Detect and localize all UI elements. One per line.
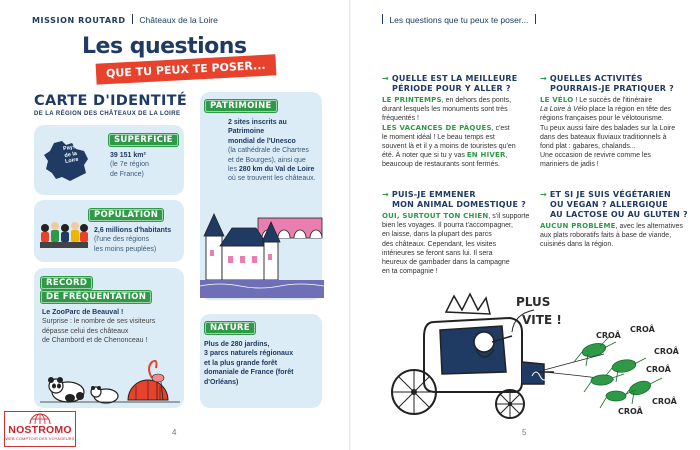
answer-activities [540, 96, 694, 170]
record-text [42, 308, 182, 346]
patrimoine-tag: PATRIMOINE [204, 99, 278, 113]
answer-line: Tu peux aussi faire des balades sur la Loire [540, 124, 676, 132]
croak-text: CROÂ [596, 331, 621, 340]
answer-line: dans des bateaux fluviaux traditionnels à [540, 133, 667, 141]
carriage-frogs-illustration [384, 292, 684, 422]
answer-line: aux plats roboratifs faits à base de viande, [540, 232, 672, 240]
zoo-animals-illustration [40, 352, 180, 406]
superficie-line: de France) [110, 170, 144, 178]
answer-line: souvent là et il y a moins de touristes qu'en [382, 143, 516, 151]
answer-line [382, 212, 536, 221]
question-pets [382, 190, 532, 210]
croak-text: CROÂ [652, 397, 677, 406]
record-bold: Le ZooParc de Beauval ! [42, 309, 124, 316]
patrimoine-line: (la cathédrale de Chartres [228, 147, 309, 155]
answer-text: , c'est [491, 124, 510, 132]
superficie-tag: SUPERFICIE [108, 133, 179, 147]
answer-highlight: LE PRINTEMPS [382, 96, 442, 104]
speech-bubble-line2: VITE ! [522, 313, 562, 327]
answer-line [540, 222, 694, 231]
logo-subtitle: WEB COMPTOIR DES VOYAGEURS [5, 437, 75, 441]
record-tag-line1: RECORD [40, 276, 93, 290]
answer-line: durant lesquels les monuments sont très [382, 106, 508, 114]
identity-card-subtitle: DE LA RÉGION DES CHÂTEAUX DE LA LOIRE [34, 111, 181, 117]
patrimoine-text [228, 118, 320, 184]
answer-line [382, 96, 536, 105]
answer-line: en laisse, dans la plupart des parcs [382, 231, 492, 239]
answer-line [540, 105, 694, 114]
answer-line [382, 151, 536, 160]
answer-line: en ta compagnie ! [382, 268, 438, 276]
header-separator [382, 14, 383, 24]
population-tag: POPULATION [88, 208, 164, 222]
question-title-line [540, 74, 690, 84]
question-title-line: MON ANIMAL DOMESTIQUE ? [392, 200, 526, 209]
question-activities [540, 74, 690, 94]
answer-highlight: EN HIVER [466, 151, 506, 160]
superficie-line: (le 7e région [110, 161, 149, 169]
question-title-line: PÉRIODE POUR Y ALLER ? [392, 84, 511, 93]
map-label-line: Pays [62, 144, 77, 153]
header-separator [535, 14, 536, 24]
record-line: de Chambord et de Chenonceau ! [42, 337, 148, 345]
population-value: 2,6 millions d'habitants [94, 227, 172, 234]
people-icon [38, 218, 90, 252]
answer-text: , avec les alternatives [615, 223, 683, 230]
question-diet [540, 190, 696, 220]
answer-line: fond plat : gabares, chalands... [540, 143, 636, 151]
running-header-left [32, 14, 218, 25]
answer-line: mariniers de jadis ! [540, 161, 599, 169]
question-title-text: QUELLE EST LA MEILLEURE [391, 74, 518, 83]
nature-line: Plus de 280 jardins, [204, 341, 270, 348]
right-page [350, 0, 700, 450]
croak-text: CROÂ [630, 325, 655, 334]
croak-text: CROÂ [618, 407, 643, 416]
answer-line: le moment idéal ! Le beau temps est [382, 133, 495, 141]
chateau-illustration [200, 200, 324, 298]
logo-title: NOSTROMO [8, 424, 72, 436]
answer-line: intérieures se feront sans lui. Il sera [382, 249, 493, 257]
superficie-card [34, 125, 184, 195]
patrimoine-line: où se trouvent les châteaux. [228, 175, 316, 183]
answer-line [382, 124, 536, 133]
answer-line: régions françaises pour le vélotourisme. [540, 115, 664, 123]
patrimoine-line-pre: les [228, 166, 239, 174]
nature-tag: NATURE [204, 321, 256, 335]
nature-line: domaniale de France (forêt [204, 369, 294, 377]
running-title: Les questions que tu peux te poser... [389, 15, 529, 25]
page-title: Les questions [82, 34, 247, 59]
answer-text: ! Le succès de l'itinéraire [573, 97, 653, 104]
answer-line: heureux de gambader dans la campagne [382, 259, 510, 267]
nature-card [200, 314, 322, 408]
record-card [34, 268, 184, 408]
page-number-left: 4 [172, 428, 177, 437]
map-label-line: Loire [64, 156, 79, 166]
patrimoine-bold: mondial de l'Unesco [228, 137, 296, 145]
answer-line: fréquentés ! [382, 115, 419, 123]
answer-line: Une occasion de revivre comme les [540, 152, 651, 160]
superficie-value: 39 151 km² [110, 152, 146, 159]
answer-highlight: OUI, SURTOUT TON CHIEN [382, 212, 489, 220]
series-brand: MISSION ROUTARD [32, 16, 126, 25]
answer-line: des châteaux. Cependant, les visites [382, 240, 497, 248]
answer-text: , s'il supporte [488, 213, 530, 220]
patrimoine-line [228, 165, 320, 174]
question-title-text: PUIS-JE EMMENER [391, 190, 476, 199]
nature-line: 3 parcs naturels régionaux [204, 350, 294, 358]
question-title-text: ET SI JE SUIS VÉGÉTARIEN [549, 190, 671, 199]
croak-text: CROÂ [646, 365, 671, 374]
answer-pets [382, 212, 536, 276]
population-text [94, 226, 182, 254]
answer-text: , [505, 152, 508, 160]
record-tag-line2: DE FRÉQUENTATION [40, 290, 152, 304]
patrimoine-card [200, 92, 322, 300]
answer-line: bien les voyages. Il pourra t'accompagner, [382, 222, 513, 230]
answer-highlight: LES VACANCES DE PÂQUES [382, 123, 492, 132]
answer-highlight: LE VÉLO [540, 96, 574, 104]
question-title-line: AU LACTOSE OU AU GLUTEN ? [550, 210, 688, 219]
question-title-text: QUELLES ACTIVITÉS [549, 74, 643, 83]
answer-italic: La Loire à Vélo [540, 106, 588, 114]
header-separator [132, 14, 133, 24]
question-title-line: POURRAIS-JE PRATIQUER ? [550, 84, 674, 93]
record-line: dépasse celui des châteaux [42, 327, 129, 335]
question-title-line [382, 74, 532, 84]
map-label-line: de la [63, 150, 78, 159]
identity-card-title: CARTE D'IDENTITÉ [34, 93, 188, 109]
answer-line: beaucoup de restaurants sont fermés. [382, 161, 500, 169]
population-line: les moins peuplées) [94, 245, 157, 253]
question-title-line [540, 190, 696, 200]
page-number-right: 5 [522, 428, 527, 437]
population-line: (l'une des régions [94, 236, 150, 244]
section-title: Châteaux de la Loire [139, 15, 218, 25]
nature-line: et la plus grande forêt [204, 359, 278, 367]
answer-line: cuisinés dans la région. [540, 241, 614, 249]
question-title-line: OU VEGAN ? ALLERGIQUE [550, 200, 668, 209]
croak-text: CROÂ [654, 347, 679, 356]
title-banner: QUE TU PEUX TE POSER... [96, 54, 276, 84]
arrow-icon: → [540, 190, 550, 199]
answer-text: place la région en tête des [587, 106, 672, 114]
arrow-icon: → [382, 74, 392, 83]
record-line: Surprise : le nombre de ses visiteurs [42, 318, 156, 326]
answer-highlight: AUCUN PROBLÈME [540, 222, 616, 230]
answer-text: , en dehors des ponts, [441, 97, 512, 104]
answer-best-period [382, 96, 536, 170]
patrimoine-line: et de Bourges), ainsi que [228, 156, 306, 164]
answer-text: été. À noter que si tu y vas [382, 152, 467, 160]
answer-diet [540, 222, 694, 250]
nostromo-logo [4, 411, 76, 447]
nature-text [204, 340, 320, 387]
superficie-text [110, 151, 182, 179]
question-title-line [382, 190, 532, 200]
speech-bubble-line1: PLUS [516, 295, 551, 309]
answer-line [540, 96, 694, 105]
patrimoine-line-bold: 280 km du Val de Loire [238, 166, 315, 174]
question-best-period [382, 74, 532, 94]
running-header-right [382, 14, 540, 25]
arrow-icon: → [540, 74, 550, 83]
nature-line: d'Orléans) [204, 378, 239, 386]
arrow-icon: → [382, 190, 392, 199]
patrimoine-bold: 2 sites inscrits au Patrimoine [228, 119, 287, 136]
population-card [34, 200, 184, 262]
